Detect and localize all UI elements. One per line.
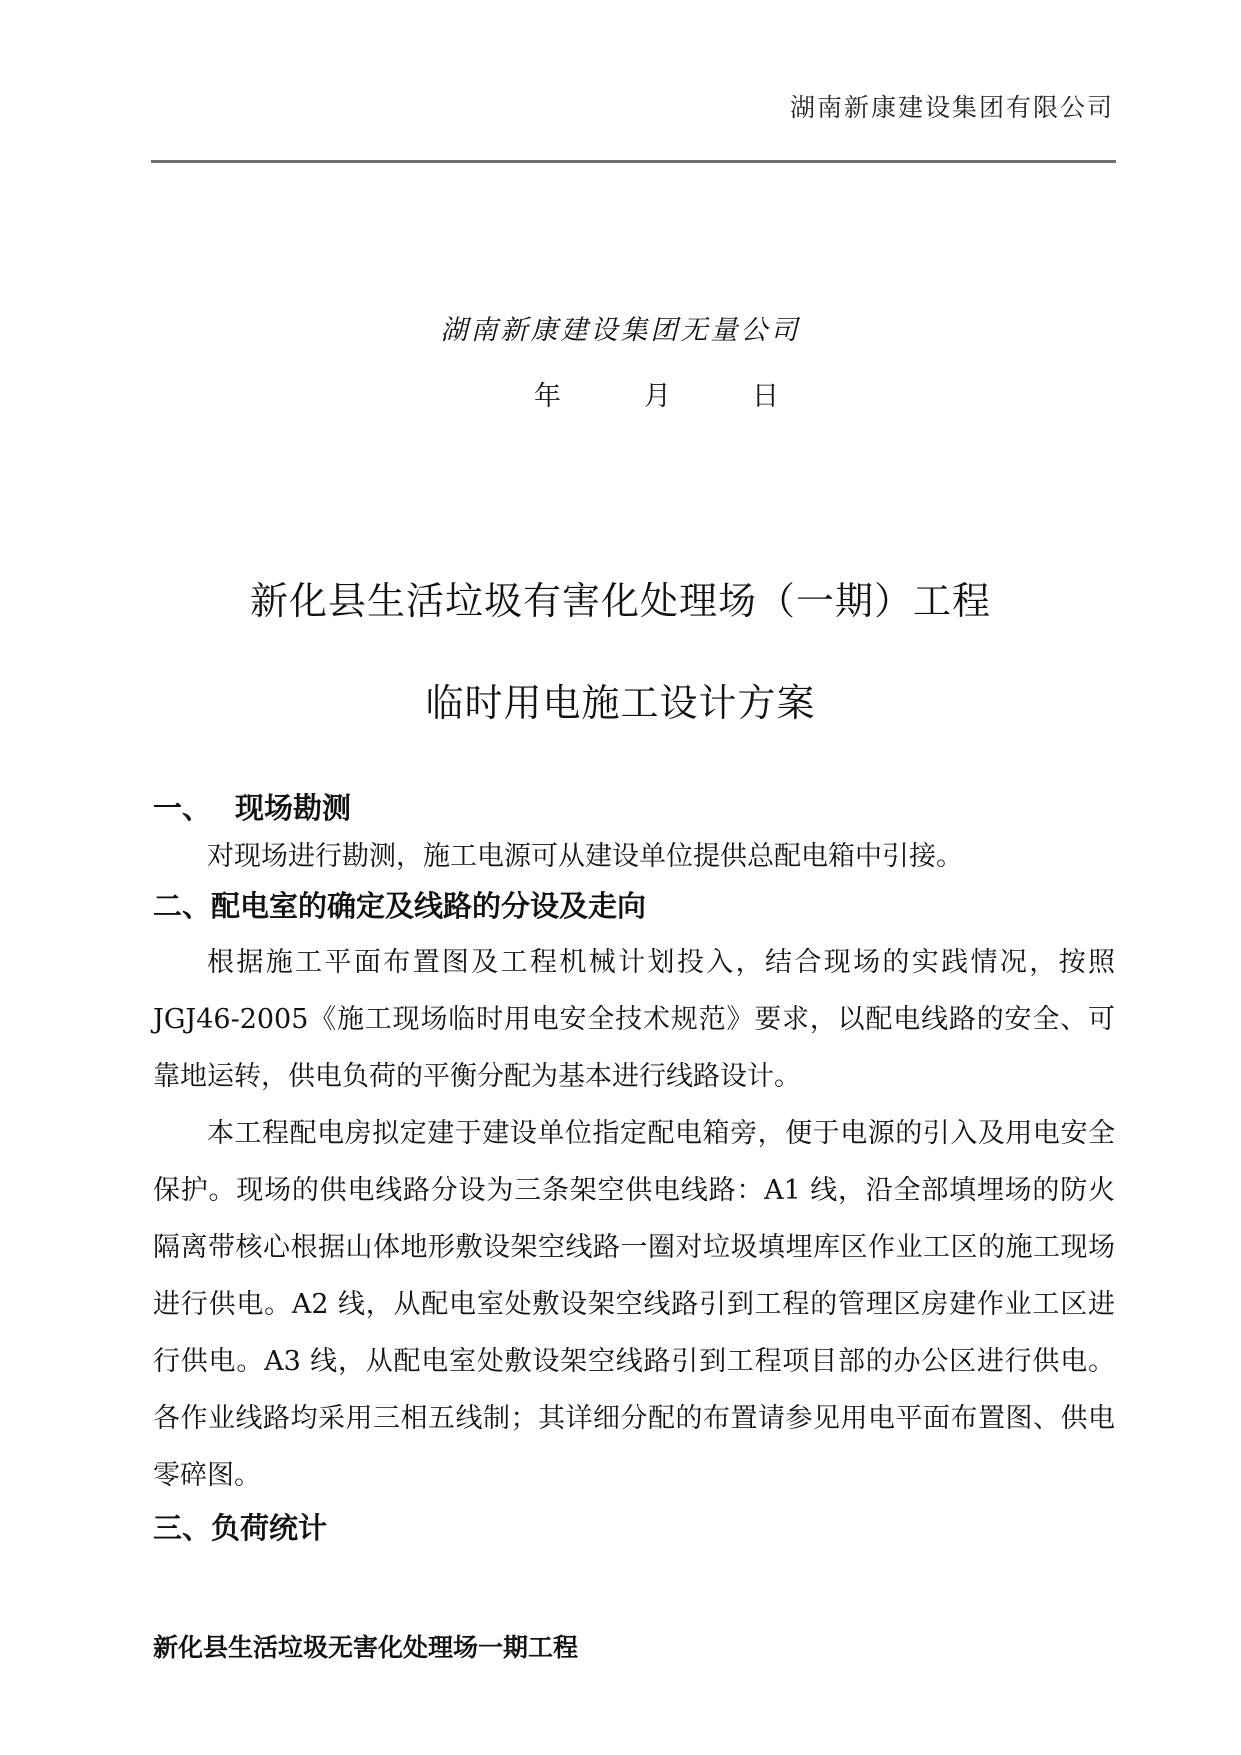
date-month-label: 月 — [644, 381, 671, 412]
section-2-paragraph-1: 根据施工平面布置图及工程机械计划投入，结合现场的实践情况，按照 JGJ46-2005《施工现场临时用电安全技术规范》要求，以配电线路的安全、可靠地运转，供电负荷的平衡分配为基本进行线路设计。 — [153, 947, 1115, 1092]
section-1-number: 一、 — [153, 791, 212, 825]
section-1-paragraph: 对现场进行勘测，施工电源可从建设单位提供总配电箱中引接。 — [207, 841, 963, 872]
header-divider — [151, 160, 1116, 163]
section-2-paragraph-2: 本工程配电房拟定建于建设单位指定配电箱旁，便于电源的引入及用电安全保护。现场的供电线路分设为三条架空供电线路：A1 线，沿全部填埋场的防火隔离带核心根据山体地形敷设架空线路一圈对垃圾填埋库区作业工区的施工现场进行供电。A2 线，从配电室处敷设架空线路引到工程的管理区房建作业工区进行供电。A3 线，从配电室处敷设架空线路引到工程项目部的办公区进行供电。各作业线路均采用三相五线制；其详细分配的布置请参见用电平面布置图、供电零碎图。 — [153, 1118, 1115, 1491]
signature-date — [534, 374, 794, 410]
section-3-heading: 三、负荷统计 — [153, 1511, 328, 1545]
section-1-heading — [153, 784, 1115, 832]
document-title-line-2: 临时用电施工设计方案 — [425, 681, 816, 725]
date-year-label: 年 — [534, 381, 561, 412]
document-body — [153, 784, 1115, 1552]
document-title-line-1: 新化县生活垃圾有害化处理场（一期）工程 — [249, 579, 991, 623]
date-day-label: 日 — [752, 381, 779, 412]
section-1-title: 现场勘测 — [235, 791, 352, 825]
section-2-heading: 二、配电室的确定及线路的分设及走向 — [153, 889, 647, 923]
section-3-subheading: 新化县生活垃圾无害化处理场一期工程 — [153, 1633, 579, 1662]
signature-company-name: 湖南新康建设集团无量公司 — [440, 315, 801, 346]
header-company-name: 湖南新康建设集团有限公司 — [789, 93, 1114, 122]
